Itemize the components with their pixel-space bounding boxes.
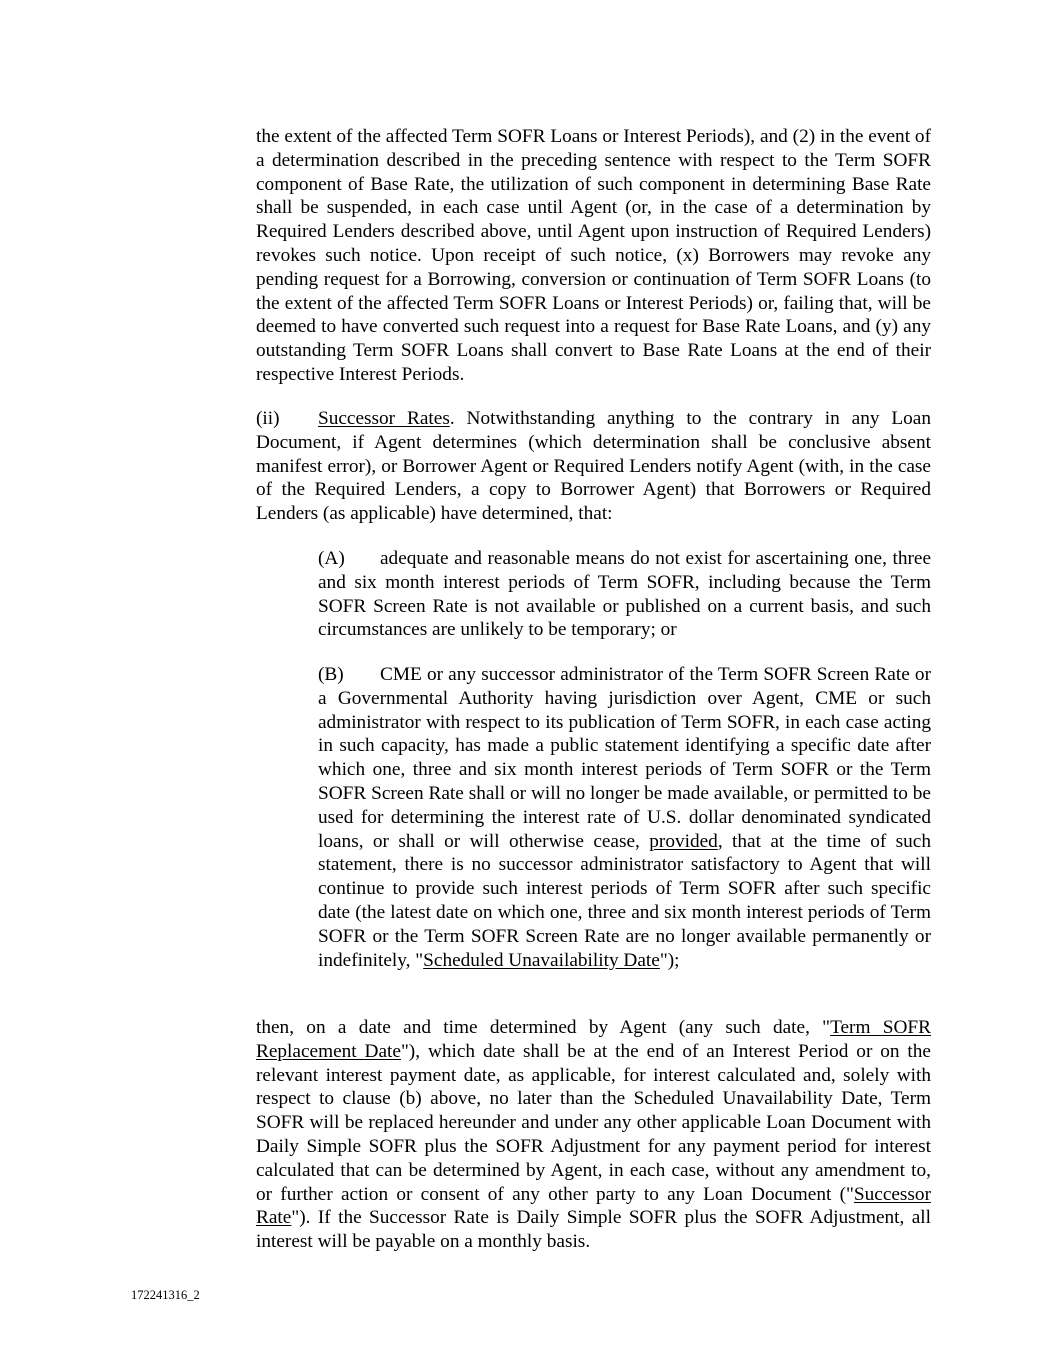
- paragraph-text: . Notwithstanding anything to the contrary in any Loan Document, if Agent determines (which determination shall be conclusive absent manifest error), or Borrower Agent or Required Lenders notify Agent (with, in the case of the Required Lenders, a copy to Borrower Agent) that Borrowers or Required Lenders (as applicable) have determined, that:: [256, 408, 932, 525]
- clause-a: [318, 547, 931, 642]
- paragraph-continuation: [256, 125, 931, 387]
- paragraph-replacement: [256, 1016, 931, 1254]
- clause-number: (B): [318, 664, 344, 685]
- clause-text: adequate and reasonable means do not exist for ascertaining one, three and six month interest periods of Term SOFR, including because the Term SOFR Screen Rate is not available or published on a current basis, and such circumstances are unlikely to be temporary; or: [318, 548, 931, 641]
- paragraph-text: then, on a date and time determined by Agent (any such date, ": [256, 1017, 831, 1038]
- paragraph-text: "), which date shall be at the end of an Interest Period or on the relevant interest payment date, as applicable, for interest calculated and, solely with respect to clause (b) above, no later than the Scheduled Unavailability Date, Term SOFR will be replaced hereunder and under any other applicable Loan Document with Daily Simple SOFR plus the SOFR Adjustment for any payment period for interest calculated that can be determined by Agent, in each case, without any amendment to, or further action or consent of any other party to any Loan Document (": [256, 1040, 931, 1205]
- clause-number: (A): [318, 548, 345, 569]
- paragraph-text: the extent of the affected Term SOFR Loans or Interest Periods), and (2) in the event of a determination described in the preceding sentence with respect to the Term SOFR component of Base Rate, the utilization of such component in determining Base Rate shall be suspended, in each case until Agent (or, in the case of a determination by Required Lenders described above, until Agent upon instruction of Required Lenders) revokes such notice. Upon receipt of such notice, (x) Borrowers may revoke any pending request for a Borrowing, conversion or continuation of Term SOFR Loans (to the extent of the affected Term SOFR Loans or Interest Periods) or, failing that, will be deemed to have converted such request into a request for Base Rate Loans, and (y) any outstanding Term SOFR Loans shall convert to Base Rate Loans at the end of their respective Interest Periods.: [256, 126, 931, 385]
- defined-term: Term SOFR Replacement Date: [256, 1017, 931, 1062]
- paragraph-successor-rates: [256, 407, 931, 526]
- clause-text: CME or any successor administrator of the Term SOFR Screen Rate or a Governmental Authority having jurisdiction over Agent, CME or such administrator with respect to its publication of Term SOFR, in each case acting in such capacity, has made a public statement identifying a specific date after which one, three and six month interest periods of Term SOFR or the Term SOFR Screen Rate shall or will no longer be made available, or permitted to be used for determining the interest rate of U.S. dollar denominated syndicated loans, or shall or will otherwise cease,: [318, 664, 931, 852]
- clause-number: (ii): [256, 408, 280, 429]
- defined-term: Scheduled Unavailability Date: [423, 949, 660, 971]
- section-heading: Successor Rates: [318, 408, 450, 429]
- clause-b: [318, 663, 931, 972]
- document-id-footer: 172241316_2: [131, 1288, 200, 1302]
- provided-term: provided: [649, 830, 718, 852]
- defined-term: Successor Rate: [256, 1183, 931, 1229]
- clause-text: , that at the time of such statement, there is no successor administrator satisfactory to Agent that will continue to provide such interest periods of Term SOFR after such specific date (the latest date on which one, three and six month interest periods of Term SOFR or the Term SOFR Screen Rate are no longer available permanently or indefinitely, ": [318, 830, 931, 971]
- clause-text: ");: [659, 949, 680, 971]
- paragraph-text: "). If the Successor Rate is Daily Simple SOFR plus the SOFR Adjustment, all interest will be payable on a monthly basis.: [256, 1207, 931, 1253]
